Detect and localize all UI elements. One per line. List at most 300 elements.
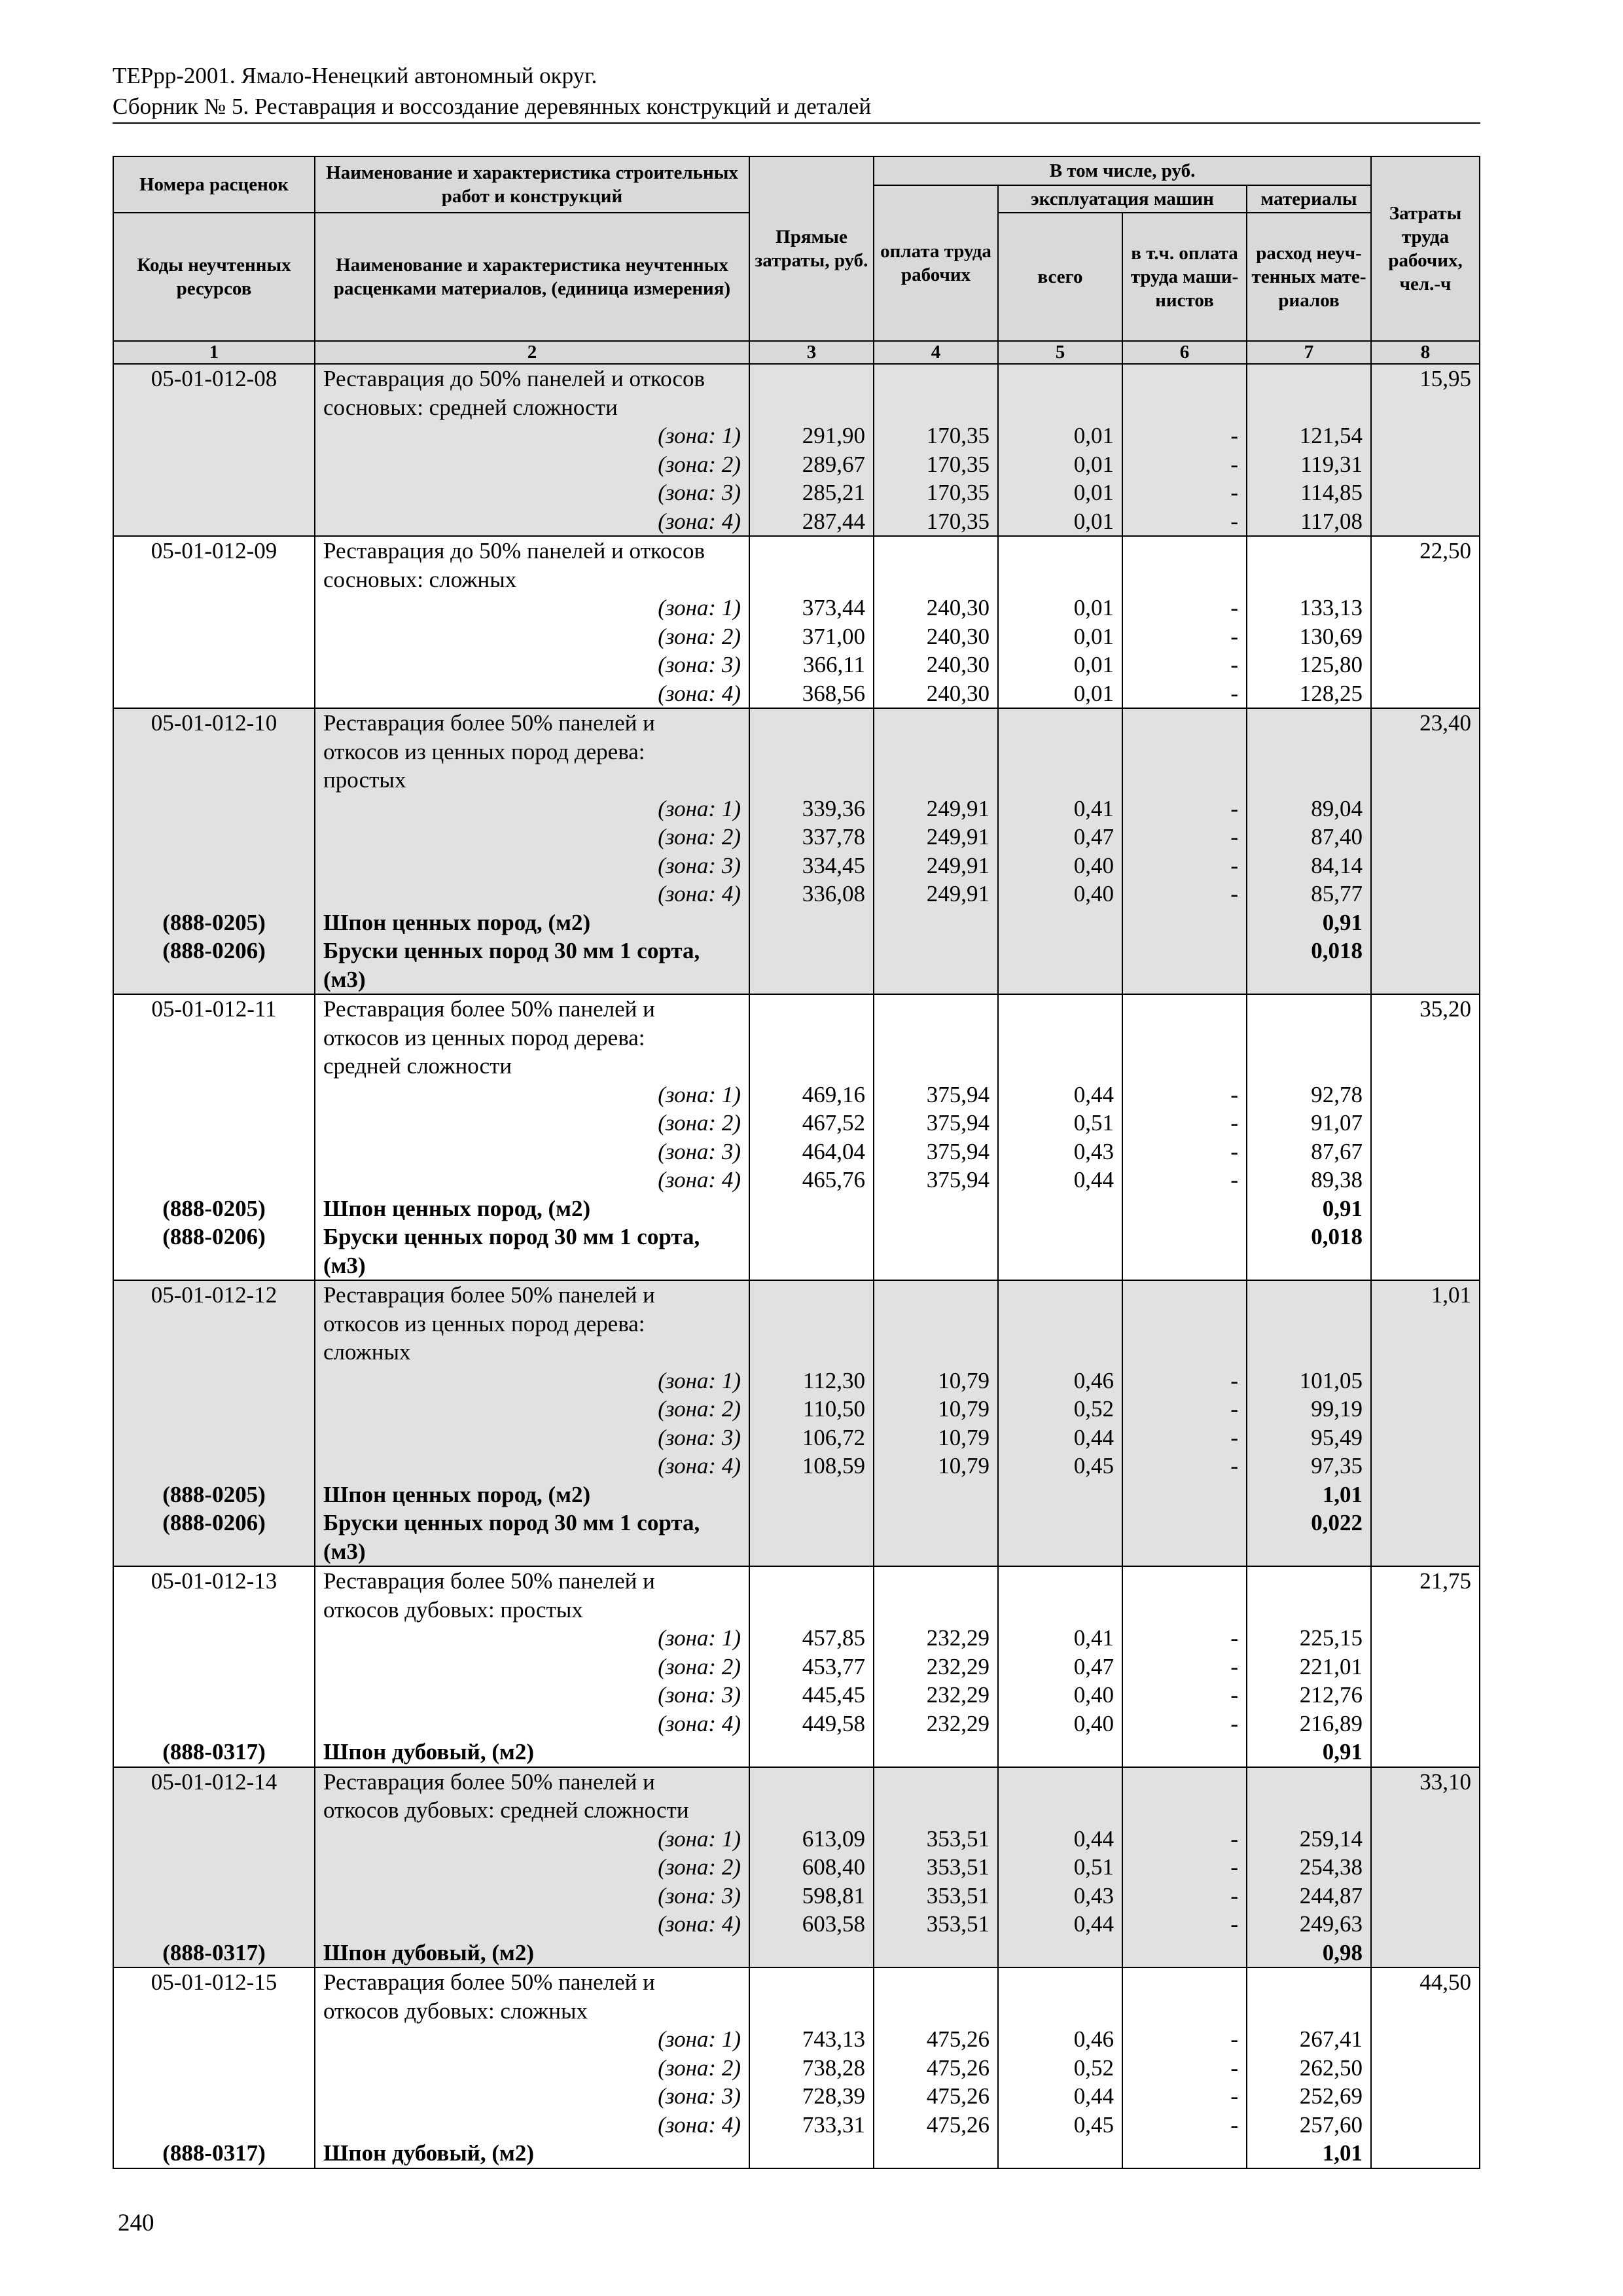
rate-title-row	[113, 1796, 1480, 1825]
table-cell	[1122, 908, 1247, 937]
table-cell	[749, 393, 874, 422]
table-cell	[1122, 1767, 1247, 1797]
machinist-wages: -	[1122, 1853, 1247, 1882]
zone-row	[113, 1910, 1480, 1939]
table-cell	[113, 1138, 315, 1166]
resource-quantity: 0,022	[1247, 1509, 1371, 1537]
machinist-wages: -	[1122, 1910, 1247, 1939]
table-cell	[874, 908, 998, 937]
table-cell	[1122, 1052, 1247, 1081]
zone-label: (зона: 4)	[315, 1910, 749, 1939]
table-cell	[874, 994, 998, 1024]
wages-cost: 353,51	[874, 1882, 998, 1910]
table-cell	[749, 1939, 874, 1968]
resource-code: (888-0317)	[113, 2139, 315, 2168]
machinist-wages: -	[1122, 1681, 1247, 1710]
wages-cost: 170,35	[874, 450, 998, 479]
table-cell	[1247, 994, 1371, 1024]
rate-title-row	[113, 1767, 1480, 1797]
table-cell	[998, 1310, 1122, 1338]
table-cell	[1371, 1480, 1480, 1509]
materials-cost: 212,76	[1247, 1681, 1371, 1710]
table-cell	[998, 1280, 1122, 1310]
machines-cost: 0,40	[998, 1681, 1122, 1710]
table-cell	[874, 1939, 998, 1968]
machinist-wages: -	[1122, 2111, 1247, 2140]
labor-cost: 35,20	[1371, 994, 1480, 1024]
materials-cost: 257,60	[1247, 2111, 1371, 2140]
resource-quantity: 1,01	[1247, 2139, 1371, 2168]
table-cell	[1247, 1251, 1371, 1281]
table-cell	[998, 1767, 1122, 1797]
column-number: 4	[874, 341, 998, 364]
machinist-wages: -	[1122, 1452, 1247, 1480]
direct-cost: 285,21	[749, 478, 874, 507]
rate-title-row	[113, 565, 1480, 594]
direct-cost: 613,09	[749, 1825, 874, 1854]
zone-label: (зона: 2)	[315, 1853, 749, 1882]
table-cell	[1371, 1624, 1480, 1653]
machines-cost: 0,01	[998, 679, 1122, 709]
table-cell	[874, 364, 998, 393]
zone-row	[113, 852, 1480, 880]
resource-name: (м3)	[315, 1251, 749, 1281]
table-cell	[113, 1338, 315, 1367]
materials-cost: 244,87	[1247, 1882, 1371, 1910]
table-cell	[1122, 364, 1247, 393]
rate-code: 05-01-012-11	[113, 994, 315, 1024]
resource-row	[113, 965, 1480, 995]
table-cell	[1371, 2054, 1480, 2083]
table-cell	[113, 1710, 315, 1738]
zone-label: (зона: 1)	[315, 2025, 749, 2054]
machinist-wages: -	[1122, 1138, 1247, 1166]
direct-cost: 339,36	[749, 795, 874, 823]
header-machines-total: всего	[998, 213, 1122, 341]
wages-cost: 10,79	[874, 1424, 998, 1452]
table-cell	[749, 937, 874, 965]
table-cell	[1371, 738, 1480, 766]
rate-title: сложных	[315, 1338, 749, 1367]
materials-cost: 91,07	[1247, 1109, 1371, 1138]
wages-cost: 232,29	[874, 1624, 998, 1653]
table-cell	[749, 965, 874, 995]
zone-label: (зона: 2)	[315, 1653, 749, 1681]
table-cell	[998, 1509, 1122, 1537]
labor-cost: 1,01	[1371, 1280, 1480, 1310]
column-number: 6	[1122, 341, 1247, 364]
zone-row	[113, 1424, 1480, 1452]
table-cell	[1371, 594, 1480, 622]
zone-label: (зона: 2)	[315, 1395, 749, 1424]
table-cell	[1371, 965, 1480, 995]
table-cell	[113, 795, 315, 823]
machines-cost: 0,44	[998, 1424, 1122, 1452]
table-cell	[1371, 880, 1480, 908]
zone-label: (зона: 2)	[315, 1109, 749, 1138]
materials-cost: 259,14	[1247, 1825, 1371, 1854]
zone-row	[113, 795, 1480, 823]
table-cell	[1371, 1882, 1480, 1910]
machinist-wages: -	[1122, 880, 1247, 908]
materials-cost: 249,63	[1247, 1910, 1371, 1939]
table-cell	[1122, 1280, 1247, 1310]
rate-title-row	[113, 393, 1480, 422]
table-cell	[749, 1537, 874, 1567]
materials-cost: 262,50	[1247, 2054, 1371, 2083]
rate-title: Реставрация более 50% панелей и	[315, 994, 749, 1024]
rate-title: Реставрация более 50% панелей и	[315, 708, 749, 738]
table-cell	[874, 708, 998, 738]
rate-title: откосов из ценных пород дерева:	[315, 1024, 749, 1052]
rate-title-row	[113, 1338, 1480, 1367]
table-cell	[1122, 565, 1247, 594]
header-name-bottom: Наименование и характеристика неучтенных расценками материалов, (единица измерения)	[315, 213, 749, 341]
table-cell	[1122, 1251, 1247, 1281]
table-cell	[1122, 965, 1247, 995]
wages-cost: 10,79	[874, 1367, 998, 1395]
table-cell	[1371, 795, 1480, 823]
resource-code: (888-0317)	[113, 1939, 315, 1968]
machinist-wages: -	[1122, 1367, 1247, 1395]
table-cell	[113, 1624, 315, 1653]
wages-cost: 170,35	[874, 507, 998, 537]
table-cell	[1122, 738, 1247, 766]
machines-cost: 0,01	[998, 507, 1122, 537]
table-cell	[1371, 2025, 1480, 2054]
machines-cost: 0,44	[998, 1825, 1122, 1854]
zone-label: (зона: 2)	[315, 2054, 749, 2083]
table-cell	[874, 1480, 998, 1509]
table-cell	[1247, 1596, 1371, 1624]
resource-quantity: 0,91	[1247, 1194, 1371, 1223]
table-cell	[1371, 823, 1480, 852]
table-cell	[874, 1052, 998, 1081]
machinist-wages: -	[1122, 1081, 1247, 1109]
table-cell	[1122, 1537, 1247, 1567]
machinist-wages: -	[1122, 679, 1247, 709]
zone-label: (зона: 2)	[315, 622, 749, 651]
table-cell	[749, 1967, 874, 1997]
document-title: ТЕРрр-2001. Ямало-Ненецкий автономный округ.	[113, 63, 597, 88]
zone-row	[113, 507, 1480, 537]
table-cell	[113, 422, 315, 450]
table-cell	[998, 1596, 1122, 1624]
rate-block	[113, 708, 1480, 994]
table-cell	[749, 364, 874, 393]
machinist-wages: -	[1122, 852, 1247, 880]
table-cell	[998, 1997, 1122, 2026]
table-cell	[113, 594, 315, 622]
zone-row	[113, 1166, 1480, 1194]
rate-title-row	[113, 708, 1480, 738]
resource-name: Шпон ценных пород, (м2)	[315, 908, 749, 937]
table-cell	[874, 1223, 998, 1251]
rate-title: средней сложности	[315, 1052, 749, 1081]
header-divider	[113, 122, 1480, 124]
direct-cost: 366,11	[749, 651, 874, 679]
zone-row	[113, 1681, 1480, 1710]
table-cell	[1371, 1138, 1480, 1166]
wages-cost: 240,30	[874, 622, 998, 651]
zone-row	[113, 1653, 1480, 1681]
table-cell	[1247, 965, 1371, 995]
table-cell	[749, 1738, 874, 1767]
resource-name: Бруски ценных пород 30 мм 1 сорта,	[315, 937, 749, 965]
rate-title: Реставрация более 50% панелей и	[315, 1967, 749, 1997]
materials-cost: 254,38	[1247, 1853, 1371, 1882]
table-cell	[1371, 1310, 1480, 1338]
table-cell	[1122, 1566, 1247, 1596]
direct-cost: 469,16	[749, 1081, 874, 1109]
table-cell	[874, 1796, 998, 1825]
machines-cost: 0,40	[998, 880, 1122, 908]
materials-cost: 121,54	[1247, 422, 1371, 450]
zone-label: (зона: 3)	[315, 2082, 749, 2111]
table-cell	[1247, 1280, 1371, 1310]
direct-cost: 373,44	[749, 594, 874, 622]
column-number: 7	[1247, 341, 1371, 364]
table-cell	[874, 1280, 998, 1310]
resource-row	[113, 1194, 1480, 1223]
header-wages: оплата труда рабочих	[874, 185, 998, 341]
rate-title: откосов дубовых: средней сложности	[315, 1796, 749, 1825]
rate-block	[113, 1566, 1480, 1767]
table-cell	[113, 2111, 315, 2140]
collection-title: Сборник № 5. Реставрация и воссоздание деревянных конструкций и деталей	[113, 94, 872, 119]
machinist-wages: -	[1122, 1624, 1247, 1653]
resource-code: (888-0206)	[113, 937, 315, 965]
rate-block	[113, 1767, 1480, 1968]
materials-cost: 128,25	[1247, 679, 1371, 709]
table-cell	[1371, 766, 1480, 795]
zone-row	[113, 2025, 1480, 2054]
direct-cost: 336,08	[749, 880, 874, 908]
rate-title-row	[113, 536, 1480, 565]
wages-cost: 240,30	[874, 679, 998, 709]
table-cell	[874, 565, 998, 594]
zone-label: (зона: 3)	[315, 1882, 749, 1910]
materials-cost: 95,49	[1247, 1424, 1371, 1452]
column-number: 3	[749, 341, 874, 364]
zone-row	[113, 679, 1480, 709]
direct-cost: 464,04	[749, 1138, 874, 1166]
rate-title-row	[113, 1280, 1480, 1310]
rate-title: Реставрация более 50% панелей и	[315, 1280, 749, 1310]
table-cell	[113, 1796, 315, 1825]
wages-cost: 353,51	[874, 1825, 998, 1854]
table-cell	[113, 1596, 315, 1624]
table-cell	[998, 1566, 1122, 1596]
machinist-wages: -	[1122, 422, 1247, 450]
table-cell	[1371, 1796, 1480, 1825]
wages-cost: 170,35	[874, 422, 998, 450]
rate-title: Реставрация более 50% панелей и	[315, 1767, 749, 1797]
rate-title: откосов из ценных пород дерева:	[315, 1310, 749, 1338]
rate-code: 05-01-012-14	[113, 1767, 315, 1797]
wages-cost: 375,94	[874, 1081, 998, 1109]
table-cell	[1371, 1738, 1480, 1767]
table-cell	[1371, 1537, 1480, 1567]
machines-cost: 0,47	[998, 1653, 1122, 1681]
table-cell	[1371, 937, 1480, 965]
table-cell	[749, 1796, 874, 1825]
zone-label: (зона: 1)	[315, 1081, 749, 1109]
rate-title-row	[113, 364, 1480, 393]
direct-cost: 108,59	[749, 1452, 874, 1480]
direct-cost: 445,45	[749, 1681, 874, 1710]
table-cell	[998, 1480, 1122, 1509]
table-cell	[113, 965, 315, 995]
table-cell	[874, 937, 998, 965]
table-cell	[113, 1024, 315, 1052]
wages-cost: 249,91	[874, 795, 998, 823]
table-cell	[1247, 1338, 1371, 1367]
table-cell	[1371, 1997, 1480, 2026]
zone-row	[113, 1882, 1480, 1910]
direct-cost: 112,30	[749, 1367, 874, 1395]
zone-row	[113, 2111, 1480, 2140]
wages-cost: 475,26	[874, 2054, 998, 2083]
zone-label: (зона: 3)	[315, 1138, 749, 1166]
table-cell	[874, 2139, 998, 2168]
resource-name: Шпон ценных пород, (м2)	[315, 1480, 749, 1509]
resource-row	[113, 1251, 1480, 1281]
direct-cost: 368,56	[749, 679, 874, 709]
table-cell	[1247, 766, 1371, 795]
rate-code: 05-01-012-10	[113, 708, 315, 738]
zone-label: (зона: 4)	[315, 1166, 749, 1194]
zone-label: (зона: 3)	[315, 478, 749, 507]
rate-title: откосов дубовых: простых	[315, 1596, 749, 1624]
table-cell	[874, 1024, 998, 1052]
rates-table	[113, 156, 1480, 2169]
labor-cost: 23,40	[1371, 708, 1480, 738]
direct-cost: 289,67	[749, 450, 874, 479]
wages-cost: 475,26	[874, 2025, 998, 2054]
table-cell	[113, 450, 315, 479]
table-cell	[1371, 1024, 1480, 1052]
table-cell	[998, 708, 1122, 738]
zone-row	[113, 1138, 1480, 1166]
table-cell	[1247, 1537, 1371, 1567]
resource-row	[113, 908, 1480, 937]
resource-name: Шпон дубовый, (м2)	[315, 1738, 749, 1767]
machines-cost: 0,44	[998, 1166, 1122, 1194]
table-cell	[1371, 852, 1480, 880]
materials-cost: 87,40	[1247, 823, 1371, 852]
wages-cost: 240,30	[874, 594, 998, 622]
table-cell	[1122, 937, 1247, 965]
materials-cost: 133,13	[1247, 594, 1371, 622]
table-cell	[874, 766, 998, 795]
machines-cost: 0,51	[998, 1109, 1122, 1138]
table-cell	[1122, 2139, 1247, 2168]
direct-cost: 743,13	[749, 2025, 874, 2054]
machines-cost: 0,40	[998, 1710, 1122, 1738]
materials-cost: 84,14	[1247, 852, 1371, 880]
table-cell	[998, 1738, 1122, 1767]
resource-quantity: 0,018	[1247, 1223, 1371, 1251]
resource-quantity: 1,01	[1247, 1480, 1371, 1509]
table-cell	[874, 1967, 998, 1997]
resource-code: (888-0206)	[113, 1223, 315, 1251]
resource-name: Шпон дубовый, (м2)	[315, 2139, 749, 2168]
table-cell	[113, 1910, 315, 1939]
table-cell	[1122, 1194, 1247, 1223]
rate-block	[113, 1967, 1480, 2168]
table-cell	[1371, 1109, 1480, 1138]
table-cell	[874, 1738, 998, 1767]
table-cell	[1122, 1939, 1247, 1968]
zone-label: (зона: 3)	[315, 852, 749, 880]
table-cell	[998, 1194, 1122, 1223]
table-cell	[1371, 1194, 1480, 1223]
table-cell	[113, 2054, 315, 2083]
table-cell	[1247, 1024, 1371, 1052]
machinist-wages: -	[1122, 651, 1247, 679]
table-cell	[749, 766, 874, 795]
labor-cost: 21,75	[1371, 1566, 1480, 1596]
table-cell	[749, 1052, 874, 1081]
zone-row	[113, 1109, 1480, 1138]
table-cell	[1371, 908, 1480, 937]
machinist-wages: -	[1122, 507, 1247, 537]
column-number: 8	[1371, 341, 1480, 364]
direct-cost: 733,31	[749, 2111, 874, 2140]
header-materials: материалы	[1247, 185, 1371, 213]
zone-row	[113, 2054, 1480, 2083]
zone-label: (зона: 1)	[315, 594, 749, 622]
wages-cost: 249,91	[874, 852, 998, 880]
materials-cost: 99,19	[1247, 1395, 1371, 1424]
table-cell	[998, 937, 1122, 965]
materials-cost: 101,05	[1247, 1367, 1371, 1395]
table-cell	[1247, 1997, 1371, 2026]
table-cell	[1371, 1939, 1480, 1968]
direct-cost: 603,58	[749, 1910, 874, 1939]
machines-cost: 0,47	[998, 823, 1122, 852]
table-cell	[113, 852, 315, 880]
zone-label: (зона: 4)	[315, 1452, 749, 1480]
labor-cost: 15,95	[1371, 364, 1480, 393]
rate-title: откосов дубовых: сложных	[315, 1997, 749, 2026]
table-cell	[113, 1882, 315, 1910]
labor-cost: 33,10	[1371, 1767, 1480, 1797]
zone-label: (зона: 1)	[315, 795, 749, 823]
machines-cost: 0,01	[998, 594, 1122, 622]
zone-row	[113, 1825, 1480, 1854]
table-cell	[1371, 1653, 1480, 1681]
zone-label: (зона: 1)	[315, 1624, 749, 1653]
machines-cost: 0,46	[998, 1367, 1122, 1395]
wages-cost: 475,26	[874, 2111, 998, 2140]
direct-cost: 371,00	[749, 622, 874, 651]
wages-cost: 375,94	[874, 1166, 998, 1194]
machines-cost: 0,01	[998, 478, 1122, 507]
machines-cost: 0,44	[998, 1081, 1122, 1109]
materials-cost: 89,38	[1247, 1166, 1371, 1194]
table-cell	[998, 1796, 1122, 1825]
resource-row	[113, 1537, 1480, 1567]
zone-label: (зона: 3)	[315, 651, 749, 679]
header-codes-top: Номера расценок	[113, 156, 315, 213]
wages-cost: 375,94	[874, 1109, 998, 1138]
materials-cost: 119,31	[1247, 450, 1371, 479]
machines-cost: 0,41	[998, 1624, 1122, 1653]
table-cell	[1122, 1509, 1247, 1537]
table-cell	[113, 1997, 315, 2026]
